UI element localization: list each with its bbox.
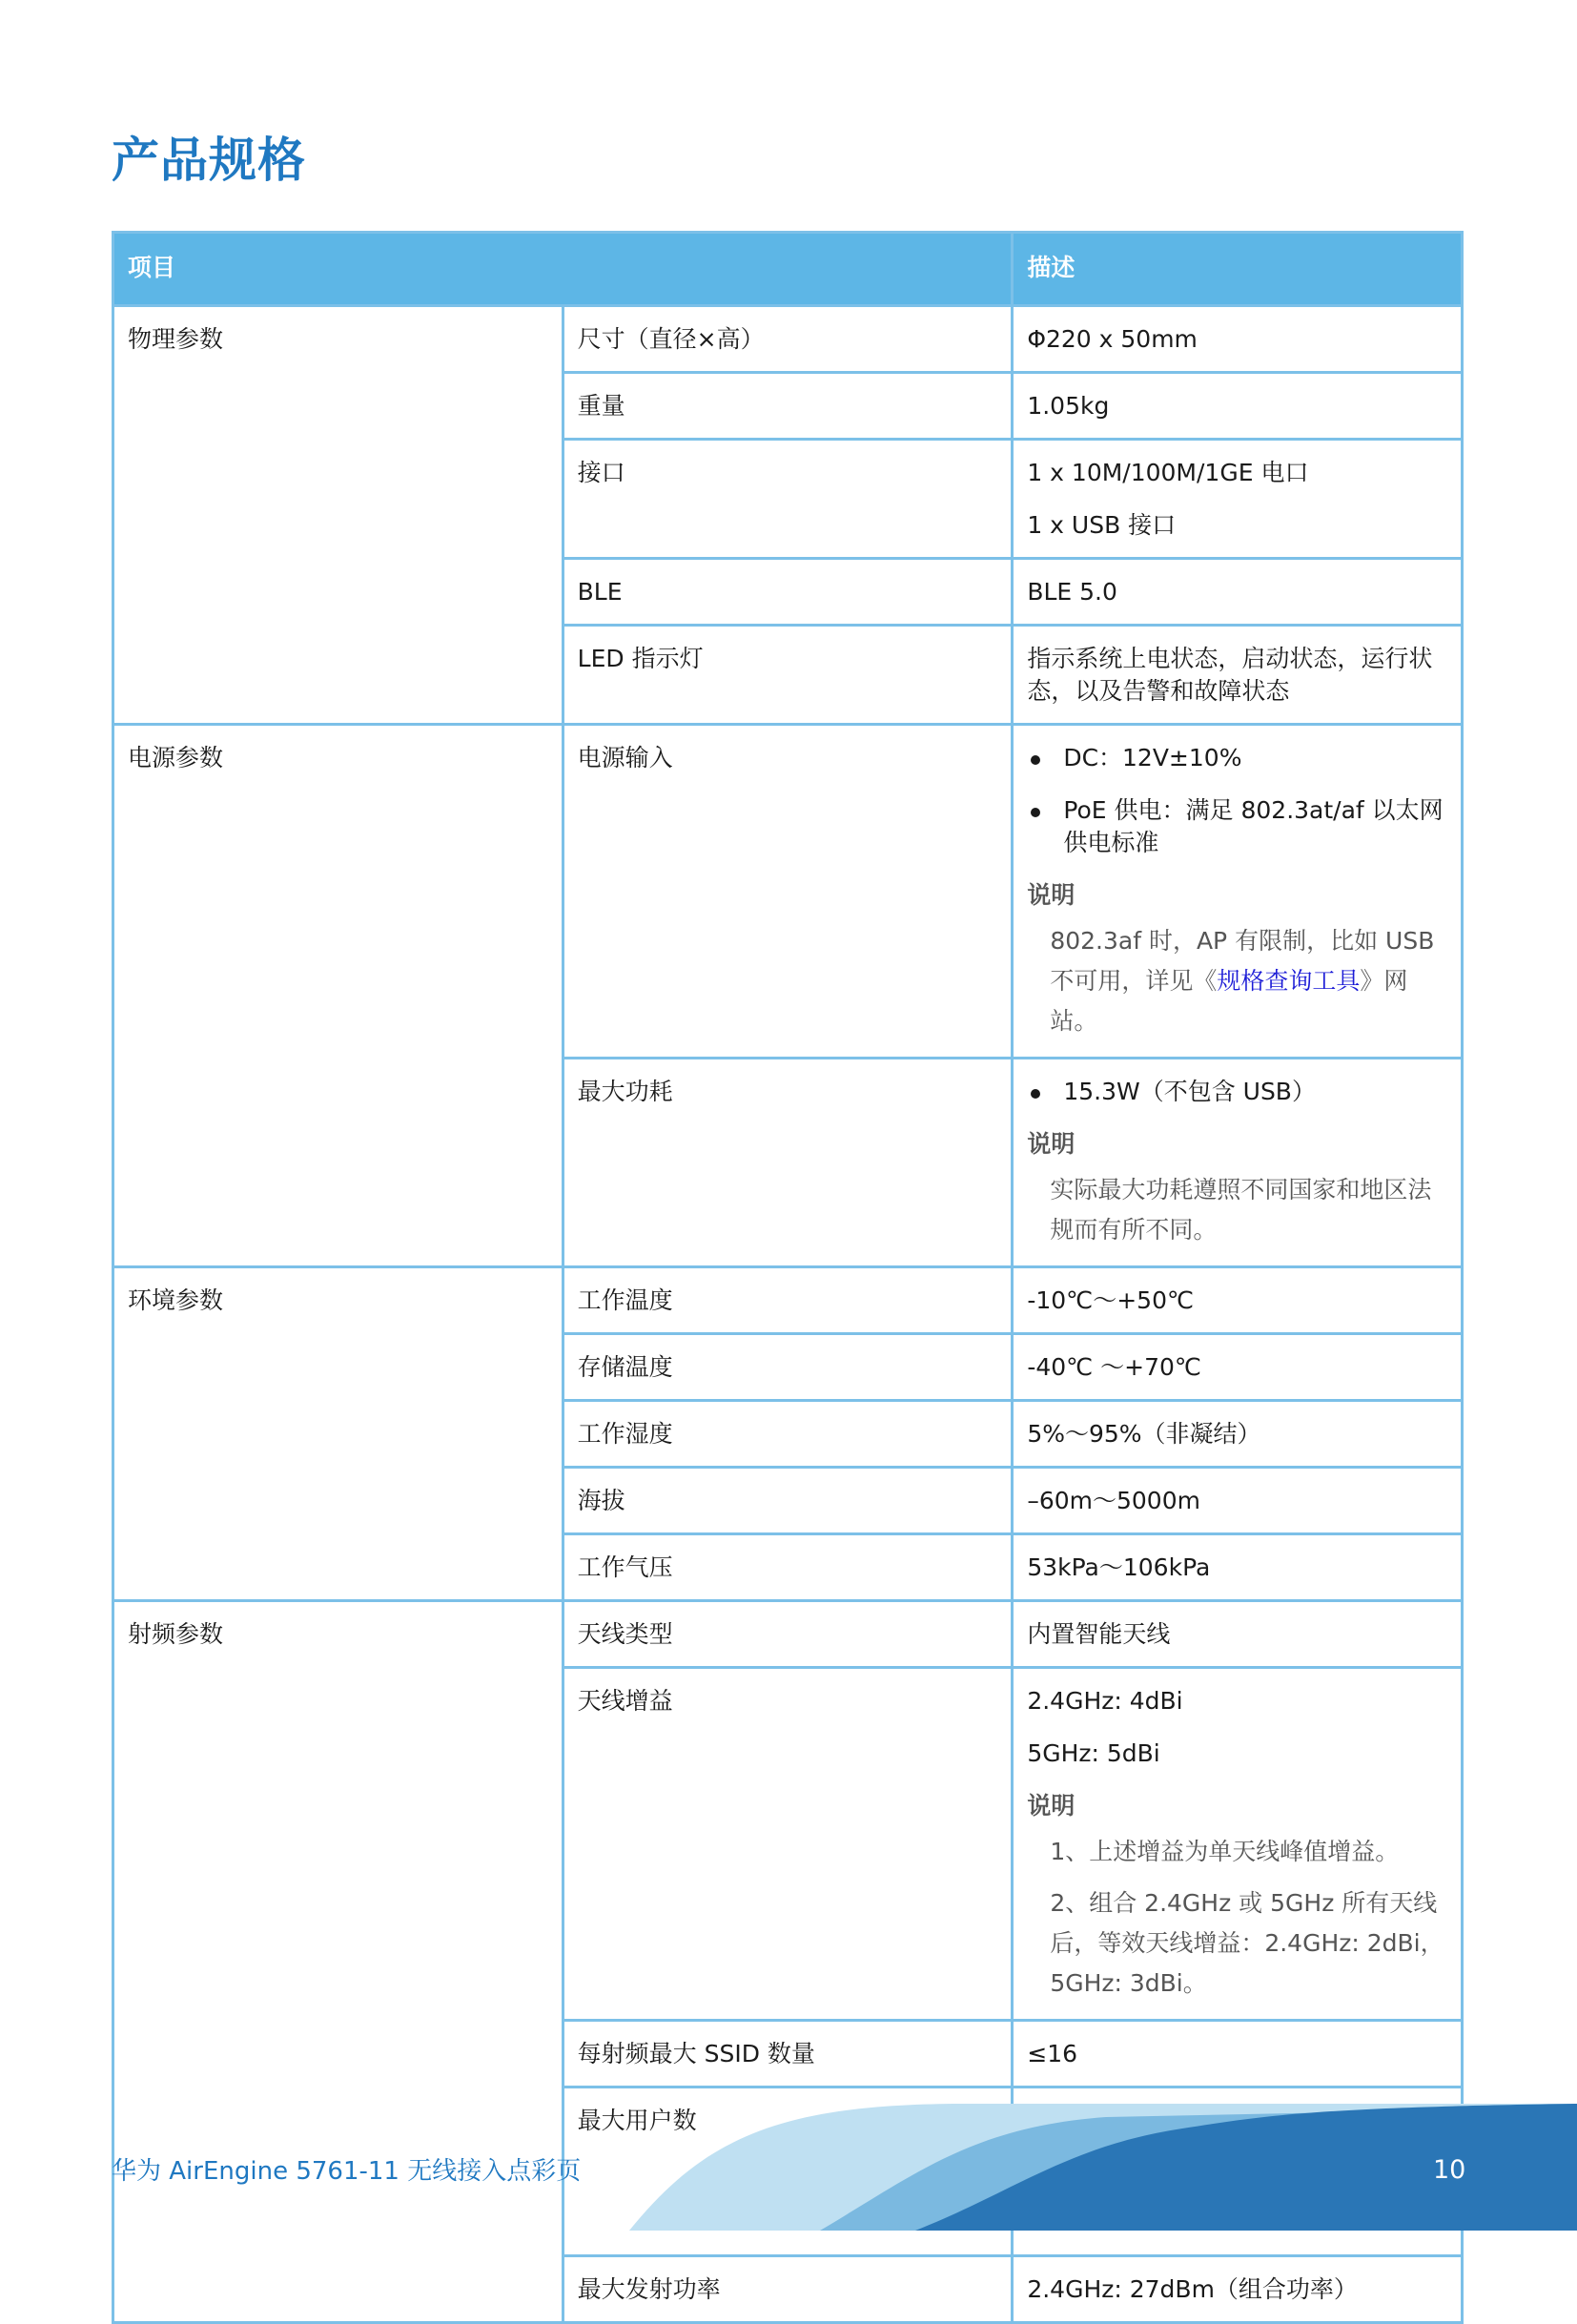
row-label: 存储温度 [563,1334,1013,1401]
row-value: 1.05kg [1013,373,1463,440]
table-header-row [113,233,1463,306]
note-title: 说明 [1027,1792,1075,1820]
bullet-item: 15.3W（不包含 USB） [1027,1076,1447,1108]
bullet-item: PoE 供电：满足 802.3at/af 以太网供电标准 [1027,794,1447,859]
port-line: 1 x 10M/100M/1GE 电口 [1027,459,1309,486]
row-label: 天线类型 [563,1601,1013,1668]
row-label: LED 指示灯 [563,626,1013,725]
group-environment: 环境参数 [113,1267,563,1601]
row-label: BLE [563,559,1013,626]
note-text: 1、上述增益为单天线峰值增益。 [1050,1838,1400,1865]
spec-table [112,231,1464,2324]
group-power: 电源参数 [113,725,563,1267]
row-label: 最大功耗 [563,1059,1013,1267]
row-label: 每射频最大 SSID 数量 [563,2021,1013,2087]
page-number: 10 [1433,2155,1466,2185]
header-item: 项目 [113,233,1013,306]
group-physical: 物理参数 [113,306,563,725]
row-label: 最大发射功率 [563,2256,1013,2323]
row-value: 内置智能天线 [1013,1601,1463,1668]
row-value: 指示系统上电状态，启动状态，运行状态，以及告警和故障状态 [1013,626,1463,725]
row-value [1013,1668,1463,2021]
row-value: -40℃ ～+70℃ [1013,1334,1463,1401]
header-description: 描述 [1013,233,1463,306]
note-title: 说明 [1027,881,1075,909]
row-value [1013,725,1463,1059]
row-label: 工作湿度 [563,1401,1013,1468]
row-value: ≤16 [1013,2021,1463,2087]
gain-line: 5GHz: 5dBi [1027,1739,1160,1767]
note-text-part: 》网站。 [1050,967,1408,1035]
table-row [113,725,1463,1059]
spec-query-tool-link[interactable]: 规格查询工具 [1217,967,1361,995]
note-text-part: 802.3af 时，AP 有限制，比如 USB 不可用，详见《 [1050,927,1435,995]
row-label: 天线增益 [563,1668,1013,2021]
row-label: 接口 [563,440,1013,559]
group-radio: 射频参数 [113,1601,563,2323]
table-row [113,306,1463,373]
note-title: 说明 [1027,1130,1075,1158]
table-row [113,1267,1463,1334]
note-text: 2、组合 2.4GHz 或 5GHz 所有天线后，等效天线增益：2.4GHz: 2dBi，5GHz: 3dBi。 [1050,1889,1444,1997]
note-text [1027,921,1447,1041]
page-title: 产品规格 [112,133,306,188]
row-value: 5%～95%（非凝结） [1013,1401,1463,1468]
row-value [1013,440,1463,559]
row-value: 2.4GHz: 27dBm（组合功率） [1013,2256,1463,2323]
row-label: 重量 [563,373,1013,440]
row-label: 工作气压 [563,1534,1013,1601]
port-line: 1 x USB 接口 [1027,511,1177,539]
note-text: 实际最大功耗遵照不同国家和地区法规而有所不同。 [1050,1176,1432,1244]
row-label: 海拔 [563,1468,1013,1534]
footer-product-name: 华为 AirEngine 5761-11 无线接入点彩页 [112,2157,582,2186]
table-row [113,1601,1463,1668]
row-label: 最大用户数 [563,2087,1013,2256]
row-value [1013,1059,1463,1267]
row-value: 53kPa～106kPa [1013,1534,1463,1601]
row-label: 工作温度 [563,1267,1013,1334]
row-value: -10℃～+50℃ [1013,1267,1463,1334]
bullet-item: DC：12V±10% [1027,742,1447,774]
row-value: –60m～5000m [1013,1468,1463,1534]
row-label: 电源输入 [563,725,1013,1059]
row-value: Φ220 x 50mm [1013,306,1463,373]
gain-line: 2.4GHz: 4dBi [1027,1687,1183,1715]
row-value: BLE 5.0 [1013,559,1463,626]
row-label: 尺寸（直径×高） [563,306,1013,373]
